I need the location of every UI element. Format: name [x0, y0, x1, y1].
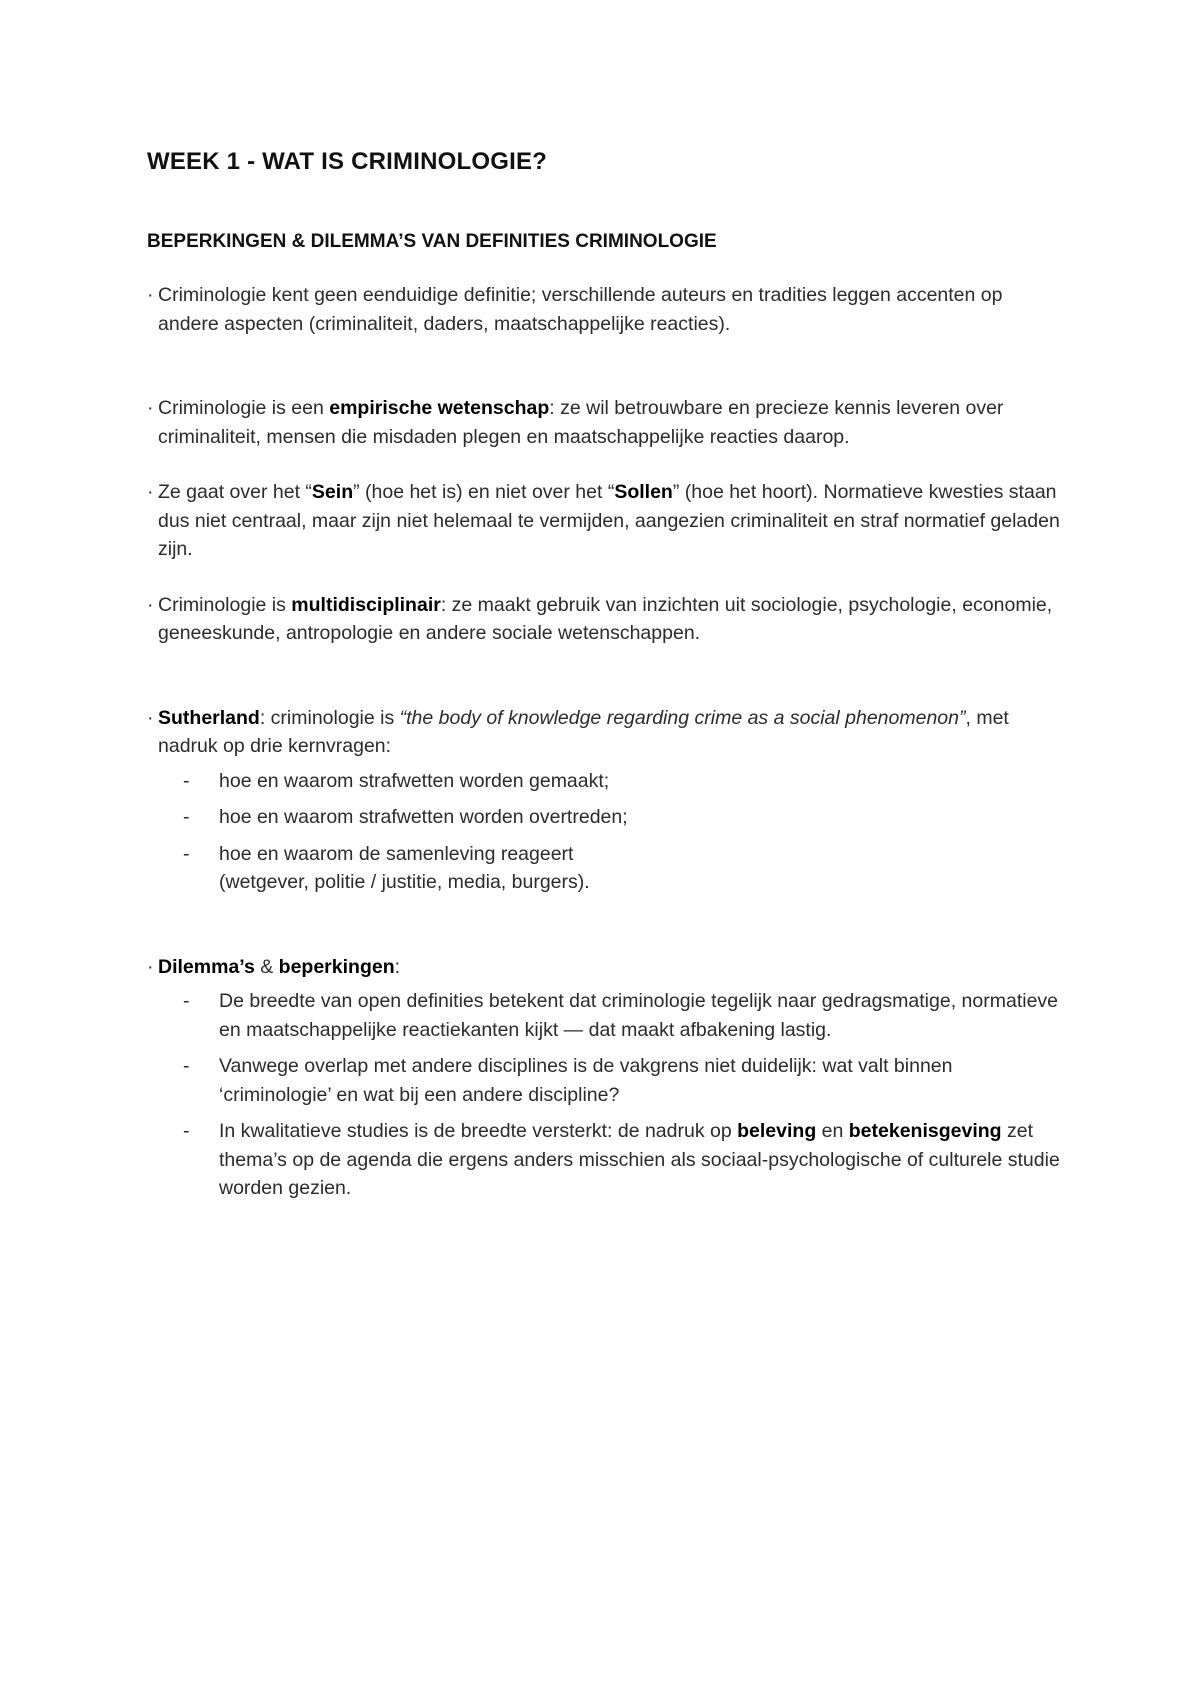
- text-span: Criminologie is een: [158, 397, 330, 419]
- list-item-text: De breedte van open definities betekent dat criminologie tegelijk naar gedragsmatige, normatieve en maatschappelijke reactiekanten kijkt — dat maakt afbakening lastig.: [219, 990, 1059, 1041]
- bullet-marker: ·: [147, 397, 154, 419]
- list-item-subtext: (wetgever, politie / justitie, media, burgers).: [219, 871, 590, 893]
- sutherland-questions-list: [147, 767, 1067, 897]
- page-title: WEEK 1 - WAT IS CRIMINOLOGIE?: [147, 148, 548, 175]
- text-span: en: [816, 1120, 849, 1142]
- list-item: [147, 803, 1067, 832]
- paragraph-multidisciplinary: [147, 591, 1067, 648]
- text-span: : ze maakt gebruik van inzichten uit sociologie, psychologie, economie, geneeskunde, antropologie en andere sociale wetenschappen.: [158, 593, 1053, 644]
- dash-marker: -: [183, 1055, 190, 1077]
- text-span: ” (hoe het hoort). Normatieve kwesties staan dus niet centraal, maar zijn niet helemaal te vermijden, aangezien criminaliteit en straf normatief geladen zijn.: [158, 481, 1060, 560]
- list-item: [147, 1117, 1067, 1203]
- bullet-marker: ·: [147, 706, 154, 729]
- bullet-marker: ·: [147, 955, 154, 978]
- bold-term: Dilemma’s: [158, 955, 255, 978]
- italic-quote: “the body of knowledge regarding crime as a social phenomenon”: [399, 706, 966, 729]
- list-item: [147, 987, 1067, 1044]
- list-item: [147, 767, 1067, 796]
- list-item-text: hoe en waarom de samenleving reageert: [219, 842, 574, 865]
- list-item: [147, 840, 1067, 897]
- text-span: ” (hoe het is) en niet over het “: [353, 481, 615, 503]
- dash-marker: -: [183, 806, 190, 828]
- text-span: , met nadruk op drie kernvragen:: [158, 706, 1009, 757]
- dash-marker: -: [183, 1120, 190, 1142]
- bold-term: multidisciplinair: [291, 593, 441, 616]
- bullet-marker: ·: [147, 284, 154, 306]
- bold-term: beleving: [737, 1120, 817, 1142]
- list-item: [147, 1052, 1067, 1109]
- bullet-marker: ·: [147, 593, 154, 616]
- bold-term: Sollen: [614, 481, 673, 503]
- bold-term: beperkingen: [278, 955, 395, 978]
- text-span: :: [394, 955, 401, 978]
- text-span: Ze gaat over het “: [158, 481, 312, 503]
- document-page: [147, 148, 1067, 1211]
- list-item-text: hoe en waarom strafwetten worden overtreden;: [219, 806, 628, 828]
- paragraph-definition: [147, 281, 1067, 338]
- text-span: : ze wil betrouwbare en precieze kennis leveren over criminaliteit, mensen die misdaden plegen en maatschappelijke reacties daarop.: [158, 397, 1004, 448]
- dash-marker: -: [183, 990, 190, 1012]
- paragraph-sutherland: [147, 704, 1067, 761]
- dilemmas-list: [147, 987, 1067, 1203]
- bold-term: Sutherland: [158, 706, 260, 729]
- list-item-text: hoe en waarom strafwetten worden gemaakt;: [219, 769, 610, 792]
- dash-marker: -: [183, 842, 190, 865]
- bold-term: Sein: [311, 481, 354, 503]
- bold-term: empirische wetenschap: [329, 397, 550, 419]
- text-span: &: [254, 955, 279, 978]
- dash-marker: -: [183, 769, 190, 792]
- paragraph-dilemmas: [147, 953, 1067, 982]
- text-span: : criminologie is: [259, 706, 400, 729]
- list-item-text: Vanwege overlap met andere disciplines is de vakgrens niet duidelijk: wat valt binnen ‘criminologie’ en wat bij een andere discipline?: [219, 1055, 953, 1106]
- text-span: zet thema’s op de agenda die ergens anders misschien als sociaal-psychologische of culturele studie worden gezien.: [219, 1120, 1060, 1199]
- text-span: Criminologie is: [158, 593, 292, 616]
- bullet-marker: ·: [147, 481, 154, 503]
- paragraph-text: Criminologie kent geen eenduidige definitie; verschillende auteurs en tradities leggen accenten op andere aspecten (criminaliteit, daders, maatschappelijke reacties).: [158, 284, 1003, 335]
- section-heading: BEPERKINGEN & DILEMMA’S VAN DEFINITIES CRIMINOLOGIE: [147, 231, 717, 252]
- paragraph-empirical: [147, 394, 1067, 451]
- bold-term: betekenisgeving: [848, 1120, 1002, 1142]
- text-span: In kwalitatieve studies is de breedte versterkt: de nadruk op: [219, 1120, 738, 1142]
- paragraph-sein-sollen: [147, 478, 1067, 564]
